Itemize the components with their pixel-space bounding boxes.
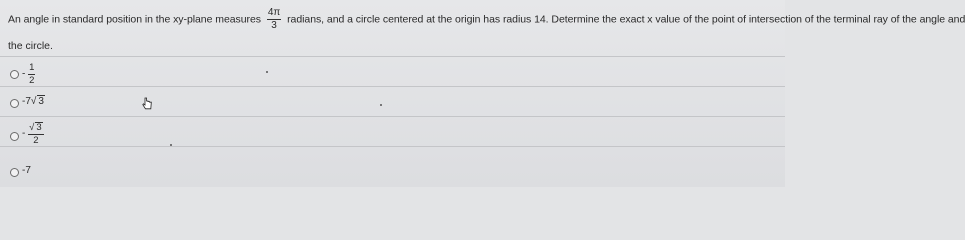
option-3[interactable] — [0, 116, 785, 147]
question-line-2: the circle. — [8, 40, 53, 52]
radio-option-3[interactable] — [10, 132, 19, 141]
option-2-radicand: 3 — [38, 96, 44, 107]
question-prefix: An angle in standard position in the xy-plane measures — [8, 13, 261, 26]
option-3-radicand: 3 — [36, 122, 42, 133]
angle-denominator: 3 — [271, 20, 277, 31]
option-1[interactable] — [0, 56, 785, 87]
radical-sign-icon: √ — [29, 122, 35, 133]
option-3-fraction — [28, 122, 44, 145]
radical-sign-icon: √ — [30, 96, 37, 107]
option-1-fraction — [28, 63, 35, 85]
option-1-numerator: 1 — [29, 62, 35, 73]
option-2-coefficient: -7 — [22, 96, 31, 107]
option-1-sign: - — [22, 68, 26, 80]
option-2-label — [22, 95, 45, 107]
option-3-denominator: 2 — [33, 134, 39, 146]
option-2[interactable] — [0, 86, 785, 117]
screen-dust-mark — [266, 71, 268, 73]
option-4[interactable] — [0, 146, 785, 188]
radio-option-1[interactable] — [10, 70, 19, 79]
option-3-numerator — [28, 122, 44, 135]
radio-option-4[interactable] — [10, 168, 19, 177]
screen-dust-mark — [170, 144, 172, 146]
option-4-label: -7 — [22, 165, 31, 176]
option-1-denominator: 2 — [29, 74, 35, 86]
angle-fraction — [267, 8, 281, 31]
option-1-label — [22, 63, 35, 85]
option-3-label — [22, 122, 44, 145]
screen-dust-mark — [380, 104, 382, 106]
question-suffix: radians, and a circle centered at the origin has radius 14. Determine the exact x value of the point of intersection of the terminal ray of the angle and — [287, 13, 965, 26]
question-text — [8, 7, 965, 31]
angle-numerator: 4π — [267, 7, 281, 18]
radio-option-2[interactable] — [10, 99, 19, 108]
hand-cursor-icon — [142, 97, 152, 110]
option-3-sign: - — [22, 128, 26, 140]
